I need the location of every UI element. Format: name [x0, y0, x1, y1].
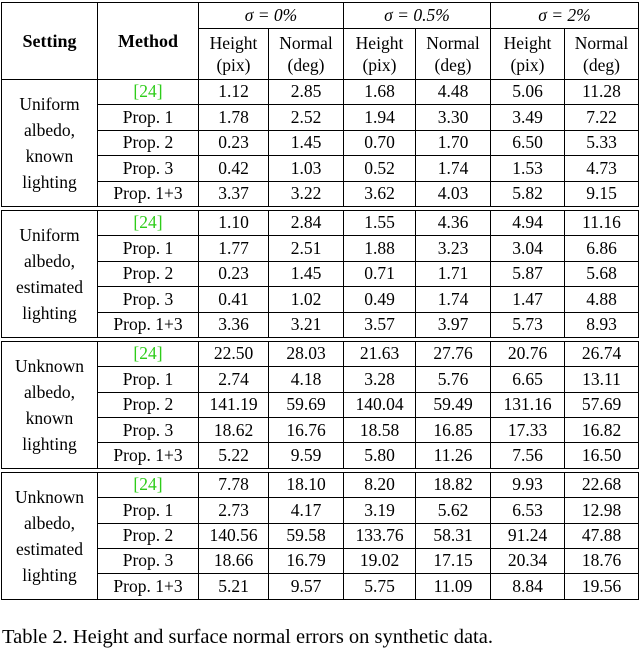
- table-row: [2, 181, 639, 206]
- subcol-header-0: Height (pix): [199, 29, 269, 80]
- method-cell: Prop. 3: [98, 156, 199, 181]
- value-cell: 3.23: [416, 236, 491, 261]
- value-cell: 3.97: [416, 312, 491, 337]
- value-cell: 1.94: [344, 105, 416, 130]
- value-cell: 4.18: [269, 367, 344, 392]
- value-cell: 13.11: [565, 367, 639, 392]
- value-cell: 0.52: [344, 156, 416, 181]
- table-row: [2, 312, 639, 337]
- table-row: [2, 523, 639, 548]
- value-cell: 1.70: [416, 130, 491, 155]
- value-cell: 6.50: [491, 130, 565, 155]
- table-row: [2, 418, 639, 443]
- value-cell: 58.31: [416, 523, 491, 548]
- value-cell: 5.82: [491, 181, 565, 206]
- value-cell: 140.56: [199, 523, 269, 548]
- method-cell: Prop. 2: [98, 392, 199, 417]
- value-cell: 3.37: [199, 181, 269, 206]
- value-cell: 0.49: [344, 287, 416, 312]
- value-cell: 1.68: [344, 80, 416, 105]
- value-cell: 1.53: [491, 156, 565, 181]
- value-cell: 8.84: [491, 574, 565, 599]
- value-cell: 3.22: [269, 181, 344, 206]
- setting-cell: Uniform albedo, estimated lighting: [2, 210, 98, 337]
- value-cell: 17.15: [416, 549, 491, 574]
- value-cell: 9.57: [269, 574, 344, 599]
- value-cell: 16.82: [565, 418, 639, 443]
- table-row: [2, 236, 639, 261]
- value-cell: 3.62: [344, 181, 416, 206]
- table-row: [2, 472, 639, 497]
- method-cell: [24]: [98, 80, 199, 105]
- value-cell: 11.09: [416, 574, 491, 599]
- value-cell: 5.73: [491, 312, 565, 337]
- value-cell: 16.50: [565, 443, 639, 468]
- value-cell: 3.19: [344, 498, 416, 523]
- value-cell: 2.51: [269, 236, 344, 261]
- table-row: [2, 549, 639, 574]
- value-cell: 2.52: [269, 105, 344, 130]
- value-cell: 5.76: [416, 367, 491, 392]
- value-cell: 22.68: [565, 472, 639, 497]
- table-caption: Table 2. Height and surface normal errors on synthetic data.: [2, 626, 493, 648]
- value-cell: 1.45: [269, 130, 344, 155]
- value-cell: 8.20: [344, 472, 416, 497]
- value-cell: 19.56: [565, 574, 639, 599]
- value-cell: 11.26: [416, 443, 491, 468]
- value-cell: 6.65: [491, 367, 565, 392]
- method-cell: Prop. 1+3: [98, 312, 199, 337]
- value-cell: 3.04: [491, 236, 565, 261]
- value-cell: 6.86: [565, 236, 639, 261]
- value-cell: 59.49: [416, 392, 491, 417]
- value-cell: 4.48: [416, 80, 491, 105]
- value-cell: 5.21: [199, 574, 269, 599]
- value-cell: 4.88: [565, 287, 639, 312]
- table-row: [2, 341, 639, 366]
- header-sigma-row: [2, 3, 639, 29]
- value-cell: 6.53: [491, 498, 565, 523]
- value-cell: 20.34: [491, 549, 565, 574]
- value-cell: 7.78: [199, 472, 269, 497]
- method-cell: Prop. 2: [98, 261, 199, 286]
- value-cell: 59.69: [269, 392, 344, 417]
- table-row: [2, 156, 639, 181]
- value-cell: 4.94: [491, 210, 565, 235]
- value-cell: 27.76: [416, 341, 491, 366]
- table-row: [2, 130, 639, 155]
- table-body: [2, 80, 639, 600]
- sigma-header-0: σ = 0%: [199, 3, 344, 29]
- value-cell: 16.79: [269, 549, 344, 574]
- value-cell: 3.36: [199, 312, 269, 337]
- value-cell: 9.59: [269, 443, 344, 468]
- value-cell: 5.62: [416, 498, 491, 523]
- value-cell: 21.63: [344, 341, 416, 366]
- value-cell: 1.10: [199, 210, 269, 235]
- value-cell: 7.22: [565, 105, 639, 130]
- setting-cell: Unknown albedo, known lighting: [2, 341, 98, 468]
- method-cell: Prop. 1+3: [98, 574, 199, 599]
- setting-cell: Unknown albedo, estimated lighting: [2, 472, 98, 599]
- subcol-header-5: Normal (deg): [565, 29, 639, 80]
- value-cell: 12.98: [565, 498, 639, 523]
- value-cell: 0.23: [199, 261, 269, 286]
- value-cell: 20.76: [491, 341, 565, 366]
- value-cell: 0.41: [199, 287, 269, 312]
- value-cell: 26.74: [565, 341, 639, 366]
- method-cell: Prop. 3: [98, 287, 199, 312]
- method-cell: [24]: [98, 472, 199, 497]
- value-cell: 16.85: [416, 418, 491, 443]
- value-cell: 5.22: [199, 443, 269, 468]
- value-cell: 2.74: [199, 367, 269, 392]
- value-cell: 0.42: [199, 156, 269, 181]
- method-cell: Prop. 3: [98, 549, 199, 574]
- value-cell: 47.88: [565, 523, 639, 548]
- method-header: Method: [98, 3, 199, 80]
- value-cell: 22.50: [199, 341, 269, 366]
- table-row: [2, 210, 639, 235]
- value-cell: 2.84: [269, 210, 344, 235]
- method-cell: Prop. 3: [98, 418, 199, 443]
- value-cell: 0.70: [344, 130, 416, 155]
- value-cell: 5.80: [344, 443, 416, 468]
- table-row: [2, 443, 639, 468]
- value-cell: 4.17: [269, 498, 344, 523]
- value-cell: 140.04: [344, 392, 416, 417]
- value-cell: 18.66: [199, 549, 269, 574]
- value-cell: 2.73: [199, 498, 269, 523]
- value-cell: 5.87: [491, 261, 565, 286]
- value-cell: 3.30: [416, 105, 491, 130]
- value-cell: 133.76: [344, 523, 416, 548]
- table-row: [2, 367, 639, 392]
- value-cell: 2.85: [269, 80, 344, 105]
- value-cell: 1.12: [199, 80, 269, 105]
- value-cell: 8.93: [565, 312, 639, 337]
- subcol-header-3: Normal (deg): [416, 29, 491, 80]
- value-cell: 59.58: [269, 523, 344, 548]
- table-row: [2, 392, 639, 417]
- value-cell: 1.77: [199, 236, 269, 261]
- value-cell: 1.78: [199, 105, 269, 130]
- value-cell: 4.73: [565, 156, 639, 181]
- table-row: [2, 574, 639, 599]
- value-cell: 16.76: [269, 418, 344, 443]
- subcol-header-1: Normal (deg): [269, 29, 344, 80]
- value-cell: 0.71: [344, 261, 416, 286]
- setting-cell: Uniform albedo, known lighting: [2, 80, 98, 207]
- subcol-header-4: Height (pix): [491, 29, 565, 80]
- value-cell: 5.75: [344, 574, 416, 599]
- value-cell: 3.57: [344, 312, 416, 337]
- method-cell: Prop. 2: [98, 523, 199, 548]
- method-cell: Prop. 1: [98, 105, 199, 130]
- value-cell: 141.19: [199, 392, 269, 417]
- value-cell: 7.56: [491, 443, 565, 468]
- value-cell: 3.49: [491, 105, 565, 130]
- value-cell: 18.10: [269, 472, 344, 497]
- value-cell: 1.88: [344, 236, 416, 261]
- value-cell: 1.02: [269, 287, 344, 312]
- value-cell: 1.45: [269, 261, 344, 286]
- value-cell: 5.33: [565, 130, 639, 155]
- value-cell: 1.03: [269, 156, 344, 181]
- value-cell: 1.47: [491, 287, 565, 312]
- method-cell: Prop. 2: [98, 130, 199, 155]
- table-row: [2, 105, 639, 130]
- method-cell: Prop. 1: [98, 498, 199, 523]
- value-cell: 131.16: [491, 392, 565, 417]
- value-cell: 57.69: [565, 392, 639, 417]
- method-cell: [24]: [98, 210, 199, 235]
- value-cell: 1.74: [416, 287, 491, 312]
- value-cell: 18.82: [416, 472, 491, 497]
- value-cell: 1.74: [416, 156, 491, 181]
- value-cell: 3.28: [344, 367, 416, 392]
- table-row: [2, 80, 639, 105]
- sigma-header-1: σ = 0.5%: [344, 3, 491, 29]
- value-cell: 9.15: [565, 181, 639, 206]
- table-row: [2, 287, 639, 312]
- method-cell: Prop. 1+3: [98, 443, 199, 468]
- value-cell: 11.28: [565, 80, 639, 105]
- value-cell: 17.33: [491, 418, 565, 443]
- value-cell: 19.02: [344, 549, 416, 574]
- setting-header: Setting: [2, 3, 98, 80]
- value-cell: 9.93: [491, 472, 565, 497]
- value-cell: 1.71: [416, 261, 491, 286]
- value-cell: 91.24: [491, 523, 565, 548]
- value-cell: 18.58: [344, 418, 416, 443]
- results-table: [1, 2, 639, 600]
- method-cell: [24]: [98, 341, 199, 366]
- value-cell: 11.16: [565, 210, 639, 235]
- table-row: [2, 498, 639, 523]
- value-cell: 0.23: [199, 130, 269, 155]
- value-cell: 4.03: [416, 181, 491, 206]
- subcol-header-2: Height (pix): [344, 29, 416, 80]
- value-cell: 5.68: [565, 261, 639, 286]
- method-cell: Prop. 1: [98, 236, 199, 261]
- sigma-header-2: σ = 2%: [491, 3, 639, 29]
- value-cell: 18.62: [199, 418, 269, 443]
- value-cell: 1.55: [344, 210, 416, 235]
- method-cell: Prop. 1: [98, 367, 199, 392]
- method-cell: Prop. 1+3: [98, 181, 199, 206]
- value-cell: 4.36: [416, 210, 491, 235]
- table-row: [2, 261, 639, 286]
- value-cell: 18.76: [565, 549, 639, 574]
- value-cell: 5.06: [491, 80, 565, 105]
- value-cell: 28.03: [269, 341, 344, 366]
- value-cell: 3.21: [269, 312, 344, 337]
